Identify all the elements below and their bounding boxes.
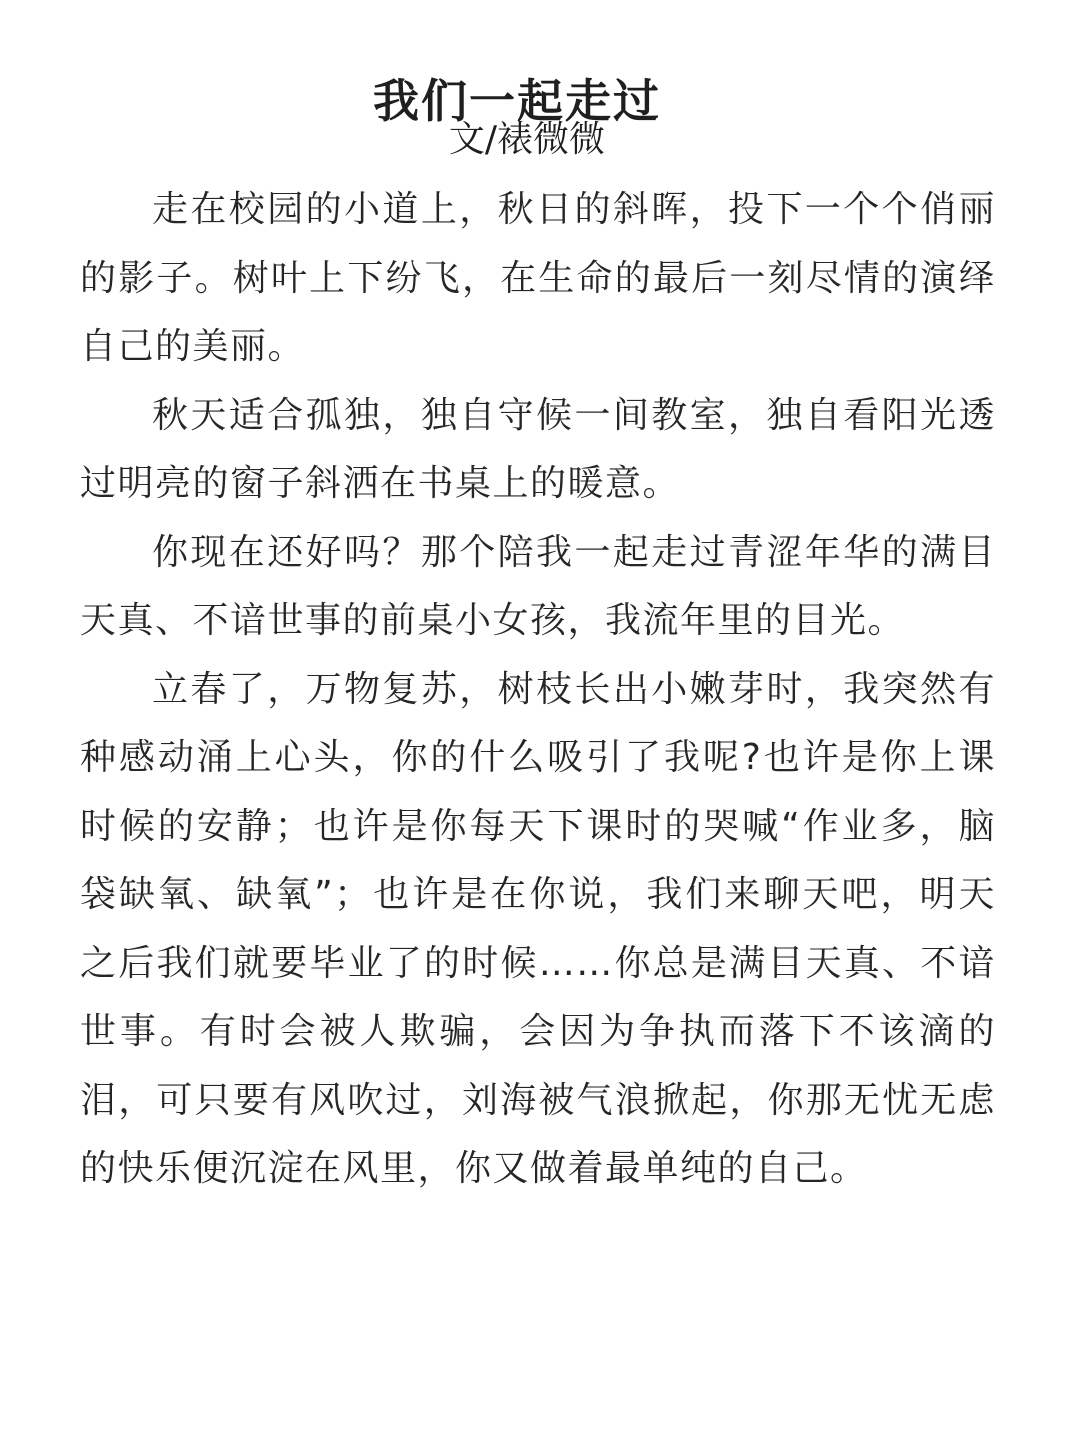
article-paragraph-4: 立春了，万物复苏，树枝长出小嫩芽时，我突然有种感动涌上心头，你的什么吸引了我呢?也许是你上课时候的安静；也许是你每天下课时的哭喊“作业多，脑袋缺氧、缺氧”；也许是在你说，我们来聊天吧，明天之后我们就要毕业了的时候……你总是满目天真、不谙世事。有时会被人欺骗，会因为争执而落下不该滴的泪，可只要有风吹过，刘海被气浪掀起，你那无忧无虑的快乐便沉淀在风里，你又做着最单纯的自己。 [80, 668, 996, 1189]
article-paragraph-3: 你现在还好吗？那个陪我一起走过青涩年华的满目天真、不谙世事的前桌小女孩，我流年里的目光。 [80, 531, 996, 641]
article-title: 我们一起走过 [373, 73, 661, 128]
article-body [80, 176, 996, 1204]
article-byline: 文/裱微微 [448, 119, 606, 160]
article-paragraph-2: 秋天适合孤独，独自守候一间教室，独自看阳光透过明亮的窗子斜洒在书桌上的暖意。 [80, 394, 996, 504]
article-paragraph-1: 走在校园的小道上，秋日的斜晖，投下一个个俏丽的影子。树叶上下纷飞，在生命的最后一刻尽情的演绎自己的美丽。 [80, 189, 996, 367]
